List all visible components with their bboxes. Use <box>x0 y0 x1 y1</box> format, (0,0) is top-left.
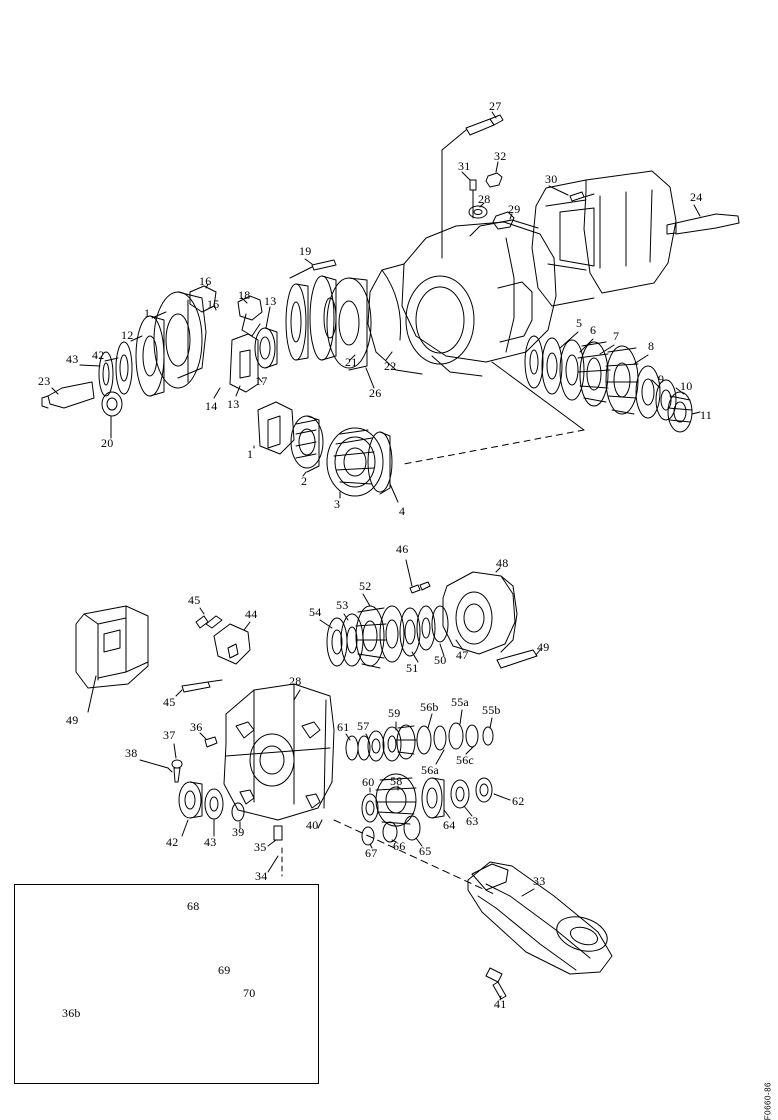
callout-56b: 56b <box>420 700 439 714</box>
callout-44: 44 <box>245 607 258 621</box>
callout-36b: 36b <box>62 1006 81 1020</box>
callout-6: 6 <box>590 323 597 337</box>
callout-52: 52 <box>359 579 372 593</box>
callout-22: 22 <box>384 359 397 373</box>
callout-27: 27 <box>489 99 502 113</box>
callout-31: 31 <box>458 159 471 173</box>
callout-55a: 55a <box>451 695 469 709</box>
callout-69: 69 <box>218 963 231 977</box>
callout-65: 65 <box>419 844 432 858</box>
sheet-code-label: F0660-86 <box>763 1082 772 1120</box>
callout-1b: 1 <box>247 447 254 461</box>
callout-53: 53 <box>336 598 349 612</box>
callout-40: 40 <box>306 818 319 832</box>
callout-18: 18 <box>238 288 251 302</box>
callout-63: 63 <box>466 814 479 828</box>
callout-47: 47 <box>456 648 469 662</box>
callout-54: 54 <box>309 605 322 619</box>
callout-16: 16 <box>199 274 212 288</box>
callout-70: 70 <box>243 986 256 1000</box>
callout-20: 20 <box>101 436 114 450</box>
callout-30: 30 <box>545 172 558 186</box>
callout-28a: 28 <box>478 192 491 206</box>
callout-43a: 43 <box>66 352 79 366</box>
callout-24: 24 <box>690 190 703 204</box>
callout-39: 39 <box>232 825 245 839</box>
callout-46: 46 <box>396 542 409 556</box>
callout-66: 66 <box>393 839 406 853</box>
callout-32: 32 <box>494 149 507 163</box>
callout-55b: 55b <box>482 703 501 717</box>
callout-51: 51 <box>406 661 419 675</box>
callout-33: 33 <box>533 874 546 888</box>
callout-13b: 13 <box>227 397 240 411</box>
callout-23: 23 <box>38 374 51 388</box>
callout-35: 35 <box>254 840 267 854</box>
callout-26: 26 <box>369 386 382 400</box>
callout-37: 37 <box>163 728 176 742</box>
callout-57: 57 <box>357 719 370 733</box>
callout-28b: 28 <box>289 674 302 688</box>
callout-4: 4 <box>399 504 406 518</box>
callout-45b: 45 <box>163 695 176 709</box>
callout-8: 8 <box>648 339 655 353</box>
callout-7: 7 <box>613 329 620 343</box>
callout-60: 60 <box>362 775 375 789</box>
callout-10: 10 <box>680 379 693 393</box>
callout-68: 68 <box>187 899 200 913</box>
callout-5: 5 <box>576 316 583 330</box>
callout-15: 15 <box>207 297 220 311</box>
callout-1a: 1 <box>144 306 151 320</box>
callout-3: 3 <box>334 497 341 511</box>
callout-41: 41 <box>494 997 507 1011</box>
callout-58: 58 <box>390 774 403 788</box>
callout-56c: 56c <box>456 753 474 767</box>
callout-12: 12 <box>121 328 134 342</box>
callout-42a: 42 <box>92 348 105 362</box>
callout-61: 61 <box>337 720 350 734</box>
callout-45a: 45 <box>188 593 201 607</box>
callout-48: 48 <box>496 556 509 570</box>
callout-42b: 42 <box>166 835 179 849</box>
callout-67: 67 <box>365 846 378 860</box>
callout-43b: 43 <box>204 835 217 849</box>
callout-49a: 49 <box>66 713 79 727</box>
callout-17: 17 <box>255 374 268 388</box>
callout-34: 34 <box>255 869 268 883</box>
callout-2: 2 <box>301 474 308 488</box>
callout-38: 38 <box>125 746 138 760</box>
callout-59: 59 <box>388 706 401 720</box>
callout-64: 64 <box>443 818 456 832</box>
callout-11: 11 <box>700 408 712 422</box>
callout-14: 14 <box>205 399 218 413</box>
callout-49b: 49 <box>537 640 550 654</box>
callout-19: 19 <box>299 244 312 258</box>
callout-50: 50 <box>434 653 447 667</box>
callout-36: 36 <box>190 720 203 734</box>
callout-13a: 13 <box>264 294 277 308</box>
callout-62: 62 <box>512 794 525 808</box>
callout-56a: 56a <box>421 763 439 777</box>
callout-21: 21 <box>345 355 358 369</box>
callout-9: 9 <box>658 372 665 386</box>
callout-29: 29 <box>508 202 521 216</box>
